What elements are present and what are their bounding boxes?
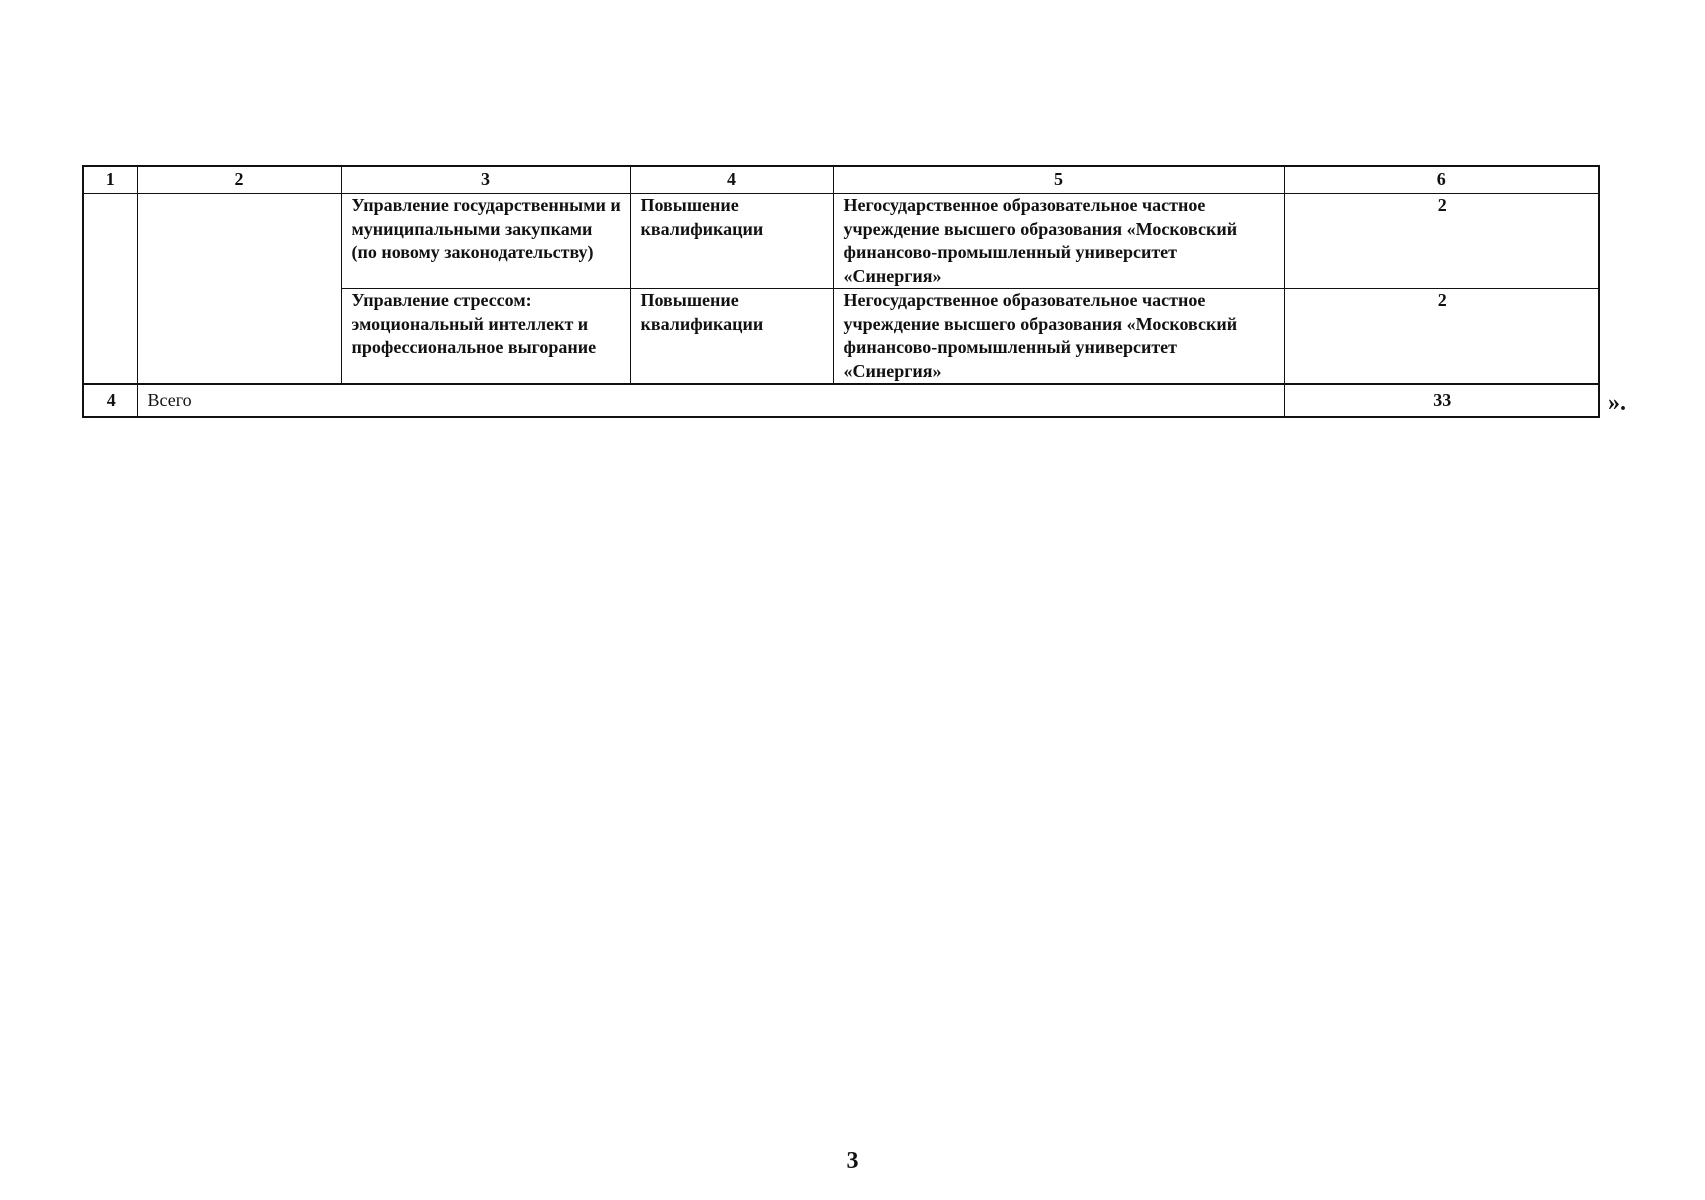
- training-type-cell: Повышение квалификации: [630, 289, 833, 385]
- total-value: 33: [1284, 384, 1599, 417]
- program-name-cell: Управление стрессом: эмоциональный интеллект и профессиональное выгорание: [341, 289, 630, 385]
- total-row-number: 4: [83, 384, 137, 417]
- column-number-6: 6: [1284, 166, 1599, 194]
- table-row: [83, 194, 1599, 289]
- courses-table: [82, 165, 1600, 418]
- column-number-2: 2: [137, 166, 341, 194]
- column-number-1: 1: [83, 166, 137, 194]
- total-label: Всего: [137, 384, 1284, 417]
- row-number-cell: [83, 194, 137, 385]
- count-cell: 2: [1284, 194, 1599, 289]
- page-number: 3: [846, 1148, 859, 1174]
- program-name-cell: Управление государственными и муниципальными закупками (по новому законодательству): [341, 194, 630, 289]
- organization-cell: Негосударственное образовательное частное учреждение высшего образования «Московский финансово-промышленный университет «Синергия»: [833, 194, 1284, 289]
- column-number-row: [83, 166, 1599, 194]
- column-number-3: 3: [341, 166, 630, 194]
- column-number-5: 5: [833, 166, 1284, 194]
- closing-quote: ».: [1608, 390, 1626, 416]
- organization-cell: Негосударственное образовательное частное учреждение высшего образования «Московский финансово-промышленный университет «Синергия»: [833, 289, 1284, 385]
- category-cell: [137, 194, 341, 385]
- column-number-4: 4: [630, 166, 833, 194]
- count-cell: 2: [1284, 289, 1599, 385]
- total-row: [83, 384, 1599, 417]
- training-type-cell: Повышение квалификации: [630, 194, 833, 289]
